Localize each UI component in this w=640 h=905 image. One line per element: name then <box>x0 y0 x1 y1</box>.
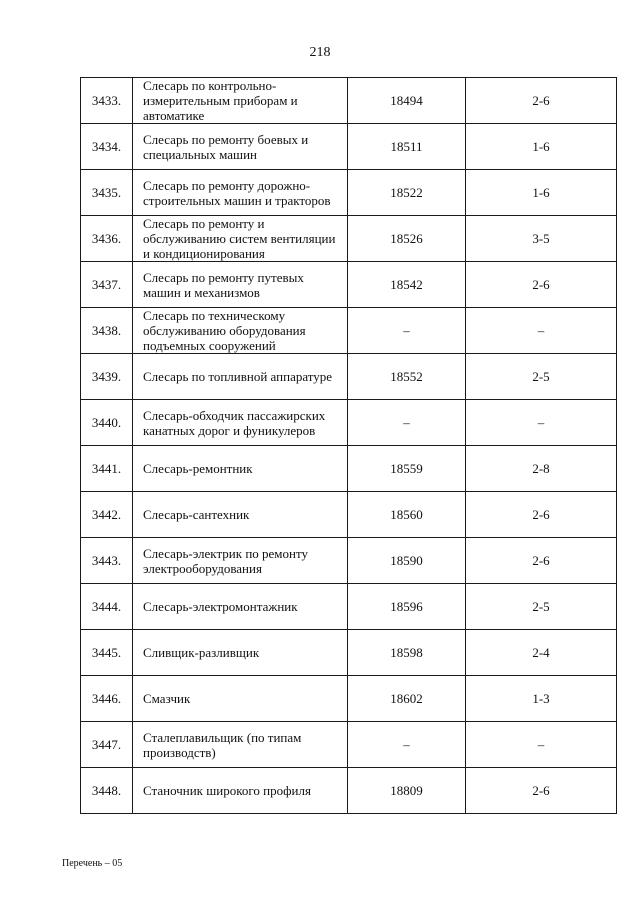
grade-range-cell: 2-8 <box>466 446 617 492</box>
grade-range-cell: 2-4 <box>466 630 617 676</box>
row-number-cell: 3446. <box>81 676 133 722</box>
grade-range-cell: – <box>466 308 617 354</box>
row-number-cell: 3442. <box>81 492 133 538</box>
table-row <box>81 308 617 354</box>
occupation-name-cell: Слесарь по техническому обслуживанию оборудования подъемных сооружений <box>133 308 348 354</box>
occupation-code-cell: 18809 <box>348 768 466 814</box>
occupation-code-cell: 18542 <box>348 262 466 308</box>
grade-range-cell: 1-3 <box>466 676 617 722</box>
occupation-name-cell: Станочник широкого профиля <box>133 768 348 814</box>
table-row <box>81 676 617 722</box>
table-row <box>81 216 617 262</box>
occupation-name-cell: Слесарь-сантехник <box>133 492 348 538</box>
table-row <box>81 446 617 492</box>
occupation-name-cell: Слесарь по контрольно-измерительным приборам и автоматике <box>133 78 348 124</box>
row-number-cell: 3445. <box>81 630 133 676</box>
occupation-name-cell: Слесарь-обходчик пассажирских канатных дорог и фуникулеров <box>133 400 348 446</box>
grade-range-cell: 2-6 <box>466 78 617 124</box>
occupation-name-cell: Слесарь-электромонтажник <box>133 584 348 630</box>
occupation-code-cell: 18522 <box>348 170 466 216</box>
occupation-code-cell: – <box>348 400 466 446</box>
table-row <box>81 354 617 400</box>
occupation-name-cell: Сталеплавильщик (по типам производств) <box>133 722 348 768</box>
table-row <box>81 630 617 676</box>
grade-range-cell: 2-6 <box>466 262 617 308</box>
row-number-cell: 3448. <box>81 768 133 814</box>
occupation-code-cell: 18590 <box>348 538 466 584</box>
grade-range-cell: 3-5 <box>466 216 617 262</box>
table-row <box>81 584 617 630</box>
table-row <box>81 78 617 124</box>
row-number-cell: 3434. <box>81 124 133 170</box>
grade-range-cell: 1-6 <box>466 124 617 170</box>
occupation-name-cell: Слесарь по ремонту боевых и специальных машин <box>133 124 348 170</box>
table-row <box>81 170 617 216</box>
occupation-name-cell: Слесарь по топливной аппаратуре <box>133 354 348 400</box>
table-row <box>81 492 617 538</box>
occupation-name-cell: Слесарь по ремонту дорожно-строительных машин и тракторов <box>133 170 348 216</box>
grade-range-cell: 2-6 <box>466 768 617 814</box>
table-row <box>81 538 617 584</box>
grade-range-cell: 1-6 <box>466 170 617 216</box>
grade-range-cell: 2-6 <box>466 492 617 538</box>
row-number-cell: 3435. <box>81 170 133 216</box>
table-row <box>81 124 617 170</box>
occupation-code-cell: 18596 <box>348 584 466 630</box>
occupation-code-cell: – <box>348 722 466 768</box>
grade-range-cell: – <box>466 722 617 768</box>
occupation-name-cell: Слесарь по ремонту и обслуживанию систем вентиляции и кондиционирования <box>133 216 348 262</box>
row-number-cell: 3436. <box>81 216 133 262</box>
table-row <box>81 768 617 814</box>
table-row <box>81 722 617 768</box>
occupation-code-cell: 18602 <box>348 676 466 722</box>
occupation-code-cell: 18511 <box>348 124 466 170</box>
occupation-code-cell: 18560 <box>348 492 466 538</box>
occupation-code-cell: 18552 <box>348 354 466 400</box>
page-number: 218 <box>309 45 331 60</box>
occupation-code-cell: 18598 <box>348 630 466 676</box>
footer-text: Перечень – 05 <box>62 858 123 869</box>
occupation-name-cell: Сливщик-разливщик <box>133 630 348 676</box>
row-number-cell: 3447. <box>81 722 133 768</box>
occupation-code-cell: 18494 <box>348 78 466 124</box>
row-number-cell: 3441. <box>81 446 133 492</box>
row-number-cell: 3437. <box>81 262 133 308</box>
table-row <box>81 400 617 446</box>
occupations-table <box>80 77 617 814</box>
occupation-code-cell: – <box>348 308 466 354</box>
grade-range-cell: 2-5 <box>466 584 617 630</box>
occupation-name-cell: Смазчик <box>133 676 348 722</box>
occupations-table-container <box>80 77 616 814</box>
row-number-cell: 3440. <box>81 400 133 446</box>
row-number-cell: 3438. <box>81 308 133 354</box>
grade-range-cell: 2-6 <box>466 538 617 584</box>
occupation-code-cell: 18559 <box>348 446 466 492</box>
occupation-name-cell: Слесарь-ремонтник <box>133 446 348 492</box>
row-number-cell: 3443. <box>81 538 133 584</box>
occupation-name-cell: Слесарь по ремонту путевых машин и механизмов <box>133 262 348 308</box>
occupation-code-cell: 18526 <box>348 216 466 262</box>
table-row <box>81 262 617 308</box>
occupation-name-cell: Слесарь-электрик по ремонту электрооборудования <box>133 538 348 584</box>
row-number-cell: 3444. <box>81 584 133 630</box>
grade-range-cell: 2-5 <box>466 354 617 400</box>
grade-range-cell: – <box>466 400 617 446</box>
row-number-cell: 3433. <box>81 78 133 124</box>
row-number-cell: 3439. <box>81 354 133 400</box>
